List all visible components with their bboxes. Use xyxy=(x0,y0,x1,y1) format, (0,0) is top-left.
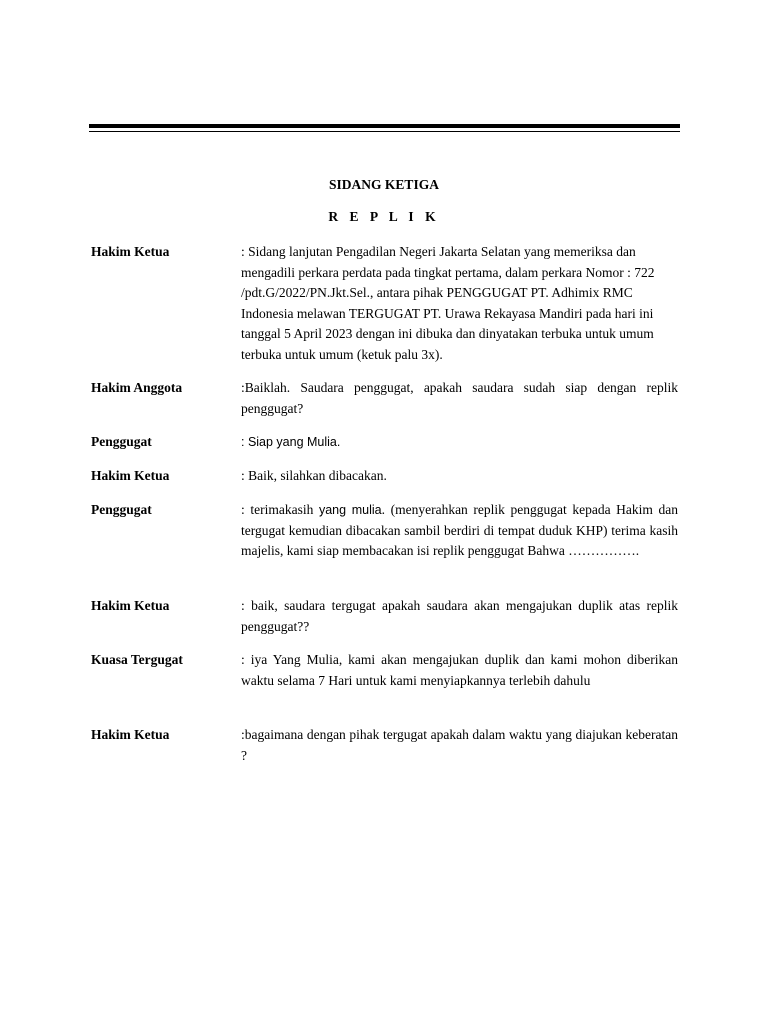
header-rule-thick xyxy=(89,124,680,128)
speaker-label: Hakim Ketua xyxy=(91,244,170,259)
speaker-label: Penggugat xyxy=(91,434,152,449)
speaker-label: Hakim Anggota xyxy=(91,380,183,395)
speech-text: : baik, saudara tergugat apakah saudara akan mengajukan duplik atas replik penggugat?? xyxy=(241,598,678,634)
speaker-label: Hakim Ketua xyxy=(91,727,170,742)
speech-text-start: : terimakasih xyxy=(241,502,319,517)
speech-text-end: . (menyerahkan replik penggugat kepada Hakim dan tergugat kemudian dibacakan sambil berdiri di tempat duduk KHP) terima kasih majelis, kami siap membacakan isi replik penggugat Bahwa ……………. xyxy=(241,502,678,558)
speech-text: : Sidang lanjutan Pengadilan Negeri Jakarta Selatan yang memeriksa dan mengadili perkara perdata pada tingkat pertama, dalam perkara Nomor : 722 /pdt.G/2022/PN.Jkt.Sel., antara pihak PENGGUGAT PT. Adhimix RMC Indonesia melawan TERGUGAT PT. Urawa Rekayasa Mandiri pada hari ini tanggal 5 April 2023 dengan ini dibuka dan dinyatakan terbuka untuk umum terbuka untuk umum (ketuk palu 3x). xyxy=(241,244,655,362)
speech-text: :Baiklah. Saudara penggugat, apakah saudara sudah siap dengan replik penggugat? xyxy=(241,380,678,416)
document-subtitle: R E P L I K xyxy=(328,209,440,224)
speaker-label: Penggugat xyxy=(91,502,152,517)
speech-text: :bagaimana dengan pihak tergugat apakah dalam waktu yang diajukan keberatan ? xyxy=(241,727,678,763)
header-rule-thin xyxy=(89,131,680,132)
speaker-label: Kuasa Tergugat xyxy=(91,652,183,667)
speaker-label: Hakim Ketua xyxy=(91,598,170,613)
speech-text: : Baik, silahkan dibacakan. xyxy=(241,468,387,483)
speech-text: : Siap yang Mulia. xyxy=(241,435,341,449)
speaker-label: Hakim Ketua xyxy=(91,468,170,483)
speech-text-emphasis: yang mulia xyxy=(318,503,382,517)
speech-text xyxy=(241,500,678,562)
document-title: SIDANG KETIGA xyxy=(329,177,439,192)
speech-text: : iya Yang Mulia, kami akan mengajukan duplik dan kami mohon diberikan waktu selama 7 Hari untuk kami menyiapkannya terlebih dahulu xyxy=(241,652,678,688)
